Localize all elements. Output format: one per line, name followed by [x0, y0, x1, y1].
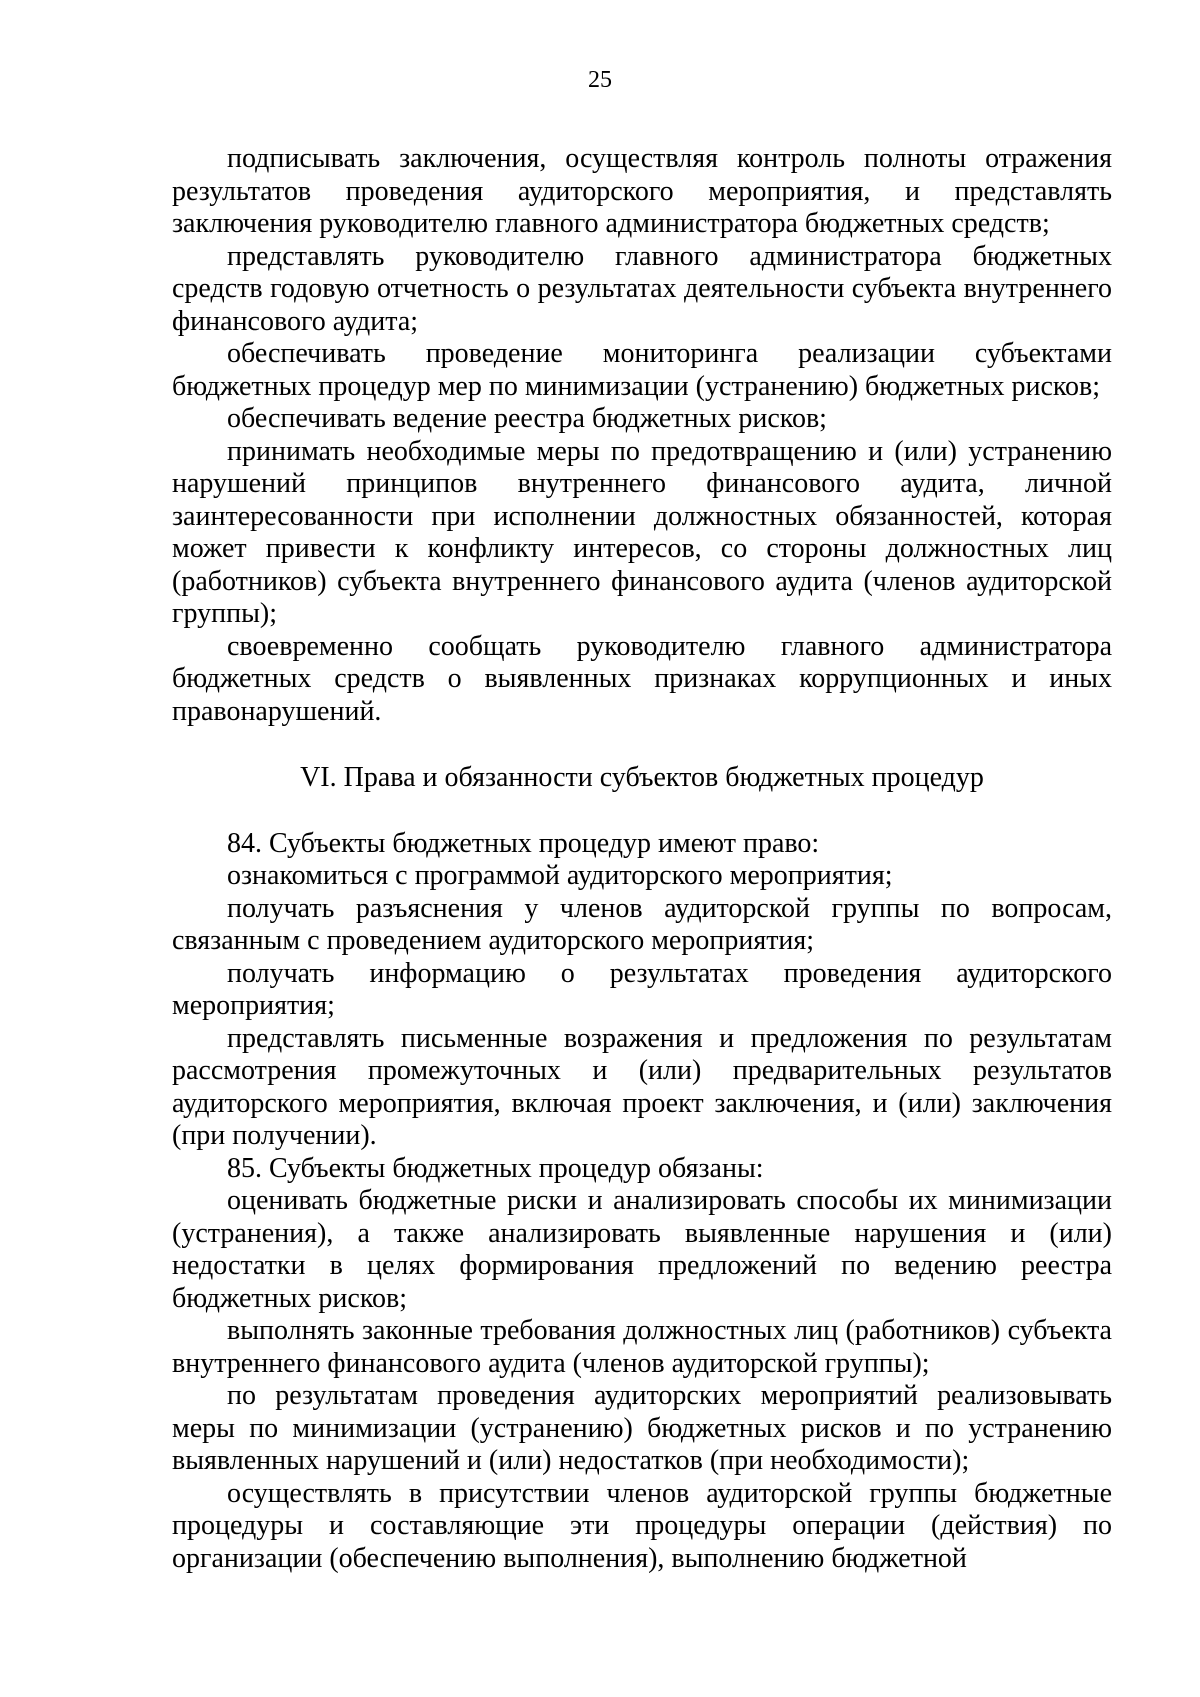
paragraph: получать разъяснения у членов аудиторской группы по вопросам, связанным с проведением аудиторского мероприятия;	[172, 892, 1112, 956]
paragraph: представлять руководителю главного администратора бюджетных средств годовую отчетность о результатах деятельности субъекта внутреннего финансового аудита;	[172, 240, 1112, 337]
page-number: 25	[588, 67, 612, 93]
paragraph: обеспечивать ведение реестра бюджетных рисков;	[227, 403, 827, 434]
document-body	[172, 143, 1112, 1575]
paragraph: оценивать бюджетные риски и анализировать способы их минимизации (устранения), а также анализировать выявленные нарушения и (или) недостатки в целях формирования предложений по ведению реестра бюджетных рисков;	[172, 1185, 1112, 1314]
paragraph: по результатам проведения аудиторских мероприятий реализовывать меры по минимизации (устранению) бюджетных рисков и по устранению выявленных нарушений и (или) недостатков (при необходимости);	[172, 1380, 1112, 1476]
paragraph: получать информацию о результатах проведения аудиторского мероприятия;	[172, 957, 1112, 1021]
section-heading: VI. Права и обязанности субъектов бюджетных процедур	[300, 762, 984, 793]
paragraph: 84. Субъекты бюджетных процедур имеют право:	[227, 827, 820, 859]
paragraph: осуществлять в присутствии членов аудиторской группы бюджетные процедуры и составляющие эти процедуры операции (действия) по организации (обеспечению выполнения), выполнению бюджетной	[172, 1477, 1112, 1574]
paragraph: подписывать заключения, осуществляя контроль полноты отражения результатов проведения аудиторского мероприятия, и представлять заключения руководителю главного администратора бюджетных средств;	[172, 143, 1112, 239]
paragraph: 85. Субъекты бюджетных процедур обязаны:	[227, 1152, 764, 1184]
paragraph: обеспечивать проведение мониторинга реализации субъектами бюджетных процедур мер по минимизации (устранению) бюджетных рисков;	[172, 338, 1112, 402]
paragraph: выполнять законные требования должностных лиц (работников) субъекта внутреннего финансового аудита (членов аудиторской группы);	[172, 1315, 1112, 1379]
paragraph: своевременно сообщать руководителю главного администратора бюджетных средств о выявленных признаках коррупционных и иных правонарушений.	[172, 630, 1112, 727]
paragraph: принимать необходимые меры по предотвращению и (или) устранению нарушений принципов внутреннего финансового аудита, личной заинтересованности при исполнении должностных обязанностей, которая может привести к конфликту интересов, со стороны должностных лиц (работников) субъекта внутреннего финансового аудита (членов аудиторской группы);	[172, 435, 1112, 629]
paragraph: представлять письменные возражения и предложения по результатам рассмотрения промежуточных и (или) предварительных результатов аудиторского мероприятия, включая проект заключения, и (или) заключения (при получении).	[172, 1022, 1112, 1151]
paragraph: ознакомиться с программой аудиторского мероприятия;	[227, 860, 893, 891]
